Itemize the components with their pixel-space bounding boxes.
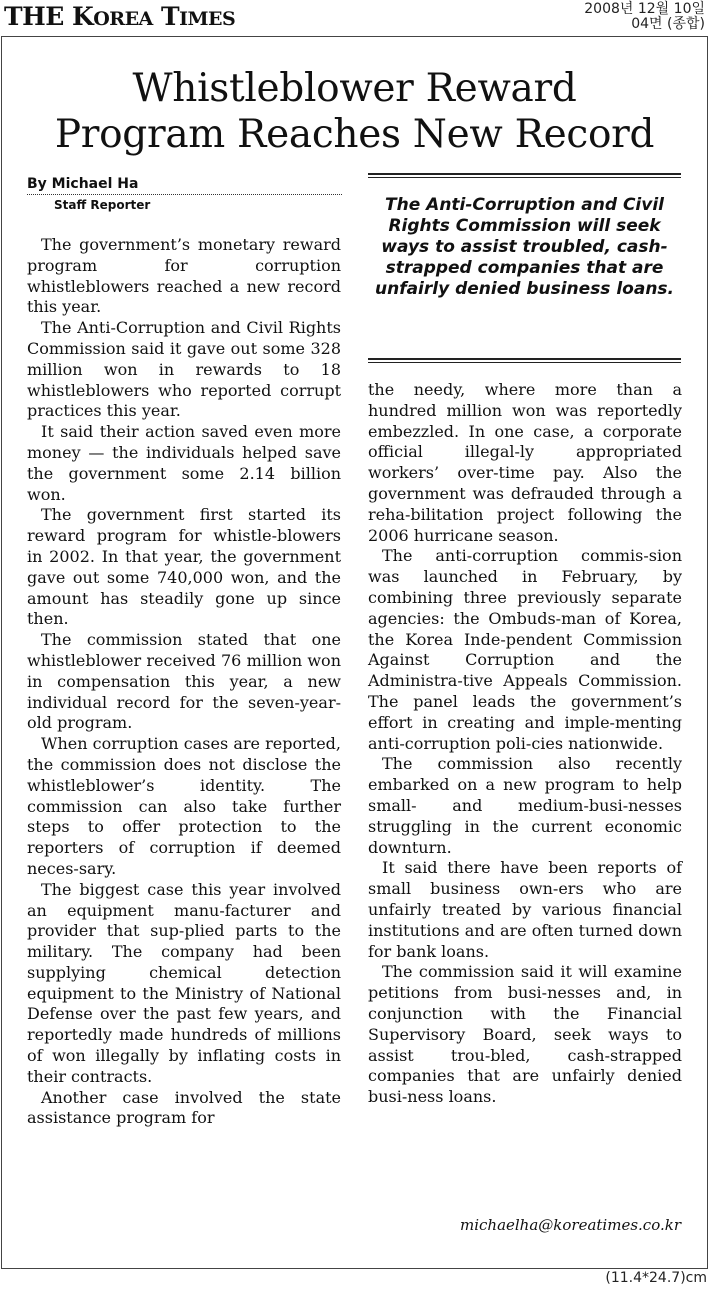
paragraph: It said their action saved even more money — the individuals helped save the government some 2.14 billion won. [27,422,341,504]
paragraph: The government’s monetary reward program for corruption whistleblowers reached a new record this year. [27,235,341,317]
article-column-left [27,235,341,1129]
pull-quote-box [368,173,681,365]
paragraph: When corruption cases are reported, the commission does not disclose the whistleblower’s identity. The commission can also take further steps to offer protection to the reporters of corruption if deemed neces-sary. [27,734,341,878]
paragraph: Another case involved the state assistance program for [27,1087,341,1128]
paragraph: It said there have been reports of small business own-ers who are unfairly treated by various financial institutions and are often turned down for bank loans. [368,858,682,961]
pull-quote-rule-bottom [368,358,681,363]
issue-date: 2008년 12월 10일 [584,1,705,17]
paragraph: the needy, where more than a hundred million won was reportedly embezzled. In one case, a corporate official illegal-ly appropriated workers’ over-time pay. Also the government was defrauded through a reha-bilitation project following the 2006 hurricane season. [368,380,682,545]
paragraph: The anti-corruption commis-sion was launched in February, by combining three previously separate agencies: the Ombuds-man of Korea, the Korea Inde-pendent Commission Against Corruption and the Administra-tive Appeals Commission. The panel leads the government’s effort in creating and imple-menting anti-corruption poli-cies nationwide. [368,546,682,753]
headline-line-1: Whistleblower Reward [132,66,577,111]
newspaper-masthead: THE KOREA TIMES [4,2,236,31]
paragraph: The commission said it will examine petitions from busi-nesses and, in conjunction with the Financial Supervisory Board, seek ways to assist trou-bled, cash-strapped companies that are unfairly denied busi-ness loans. [368,962,682,1107]
author-email: michaelha@koreatimes.co.kr [459,1216,681,1234]
paragraph: The Anti-Corruption and Civil Rights Commission said it gave out some 328 million won in rewards to 18 whistleblowers who reported corrupt practices this year. [27,318,341,421]
article-headline [0,66,709,158]
pull-quote: The Anti-Corruption and Civil Rights Commission will seek ways to assist troubled, cash-strapped companies that are unfairly denied business loans. [374,195,675,299]
pull-quote-rule-top [368,173,681,178]
byline: By Michael Ha [27,176,342,195]
issue-page: 04면 (종합) [631,16,705,32]
headline-line-2: Program Reaches New Record [54,112,655,157]
reporter-role: Staff Reporter [54,198,151,212]
paragraph: The commission stated that one whistleblower received 76 million won in compensation this year, a new individual record for the seven-year-old program. [27,630,341,733]
masthead-bar [0,0,709,36]
paragraph: The commission also recently embarked on a new program to help small- and medium-busi-nesses struggling in the current economic downturn. [368,754,682,857]
clipping-size-note: (11.4*24.7)cm [605,1270,707,1286]
paragraph: The government first started its reward program for whistle-blowers in 2002. In that year, the government gave out some 740,000 won, and the amount has steadily gone up since then. [27,505,341,629]
article-column-right [368,380,682,1108]
paragraph: The biggest case this year involved an equipment manu-facturer and provider that sup-plied parts to the military. The company had been supplying chemical detection equipment to the Ministry of National Defense over the past few years, and reportedly made hundreds of millions of won illegally by inflating costs in their contracts. [27,879,341,1086]
issue-info [584,2,705,32]
